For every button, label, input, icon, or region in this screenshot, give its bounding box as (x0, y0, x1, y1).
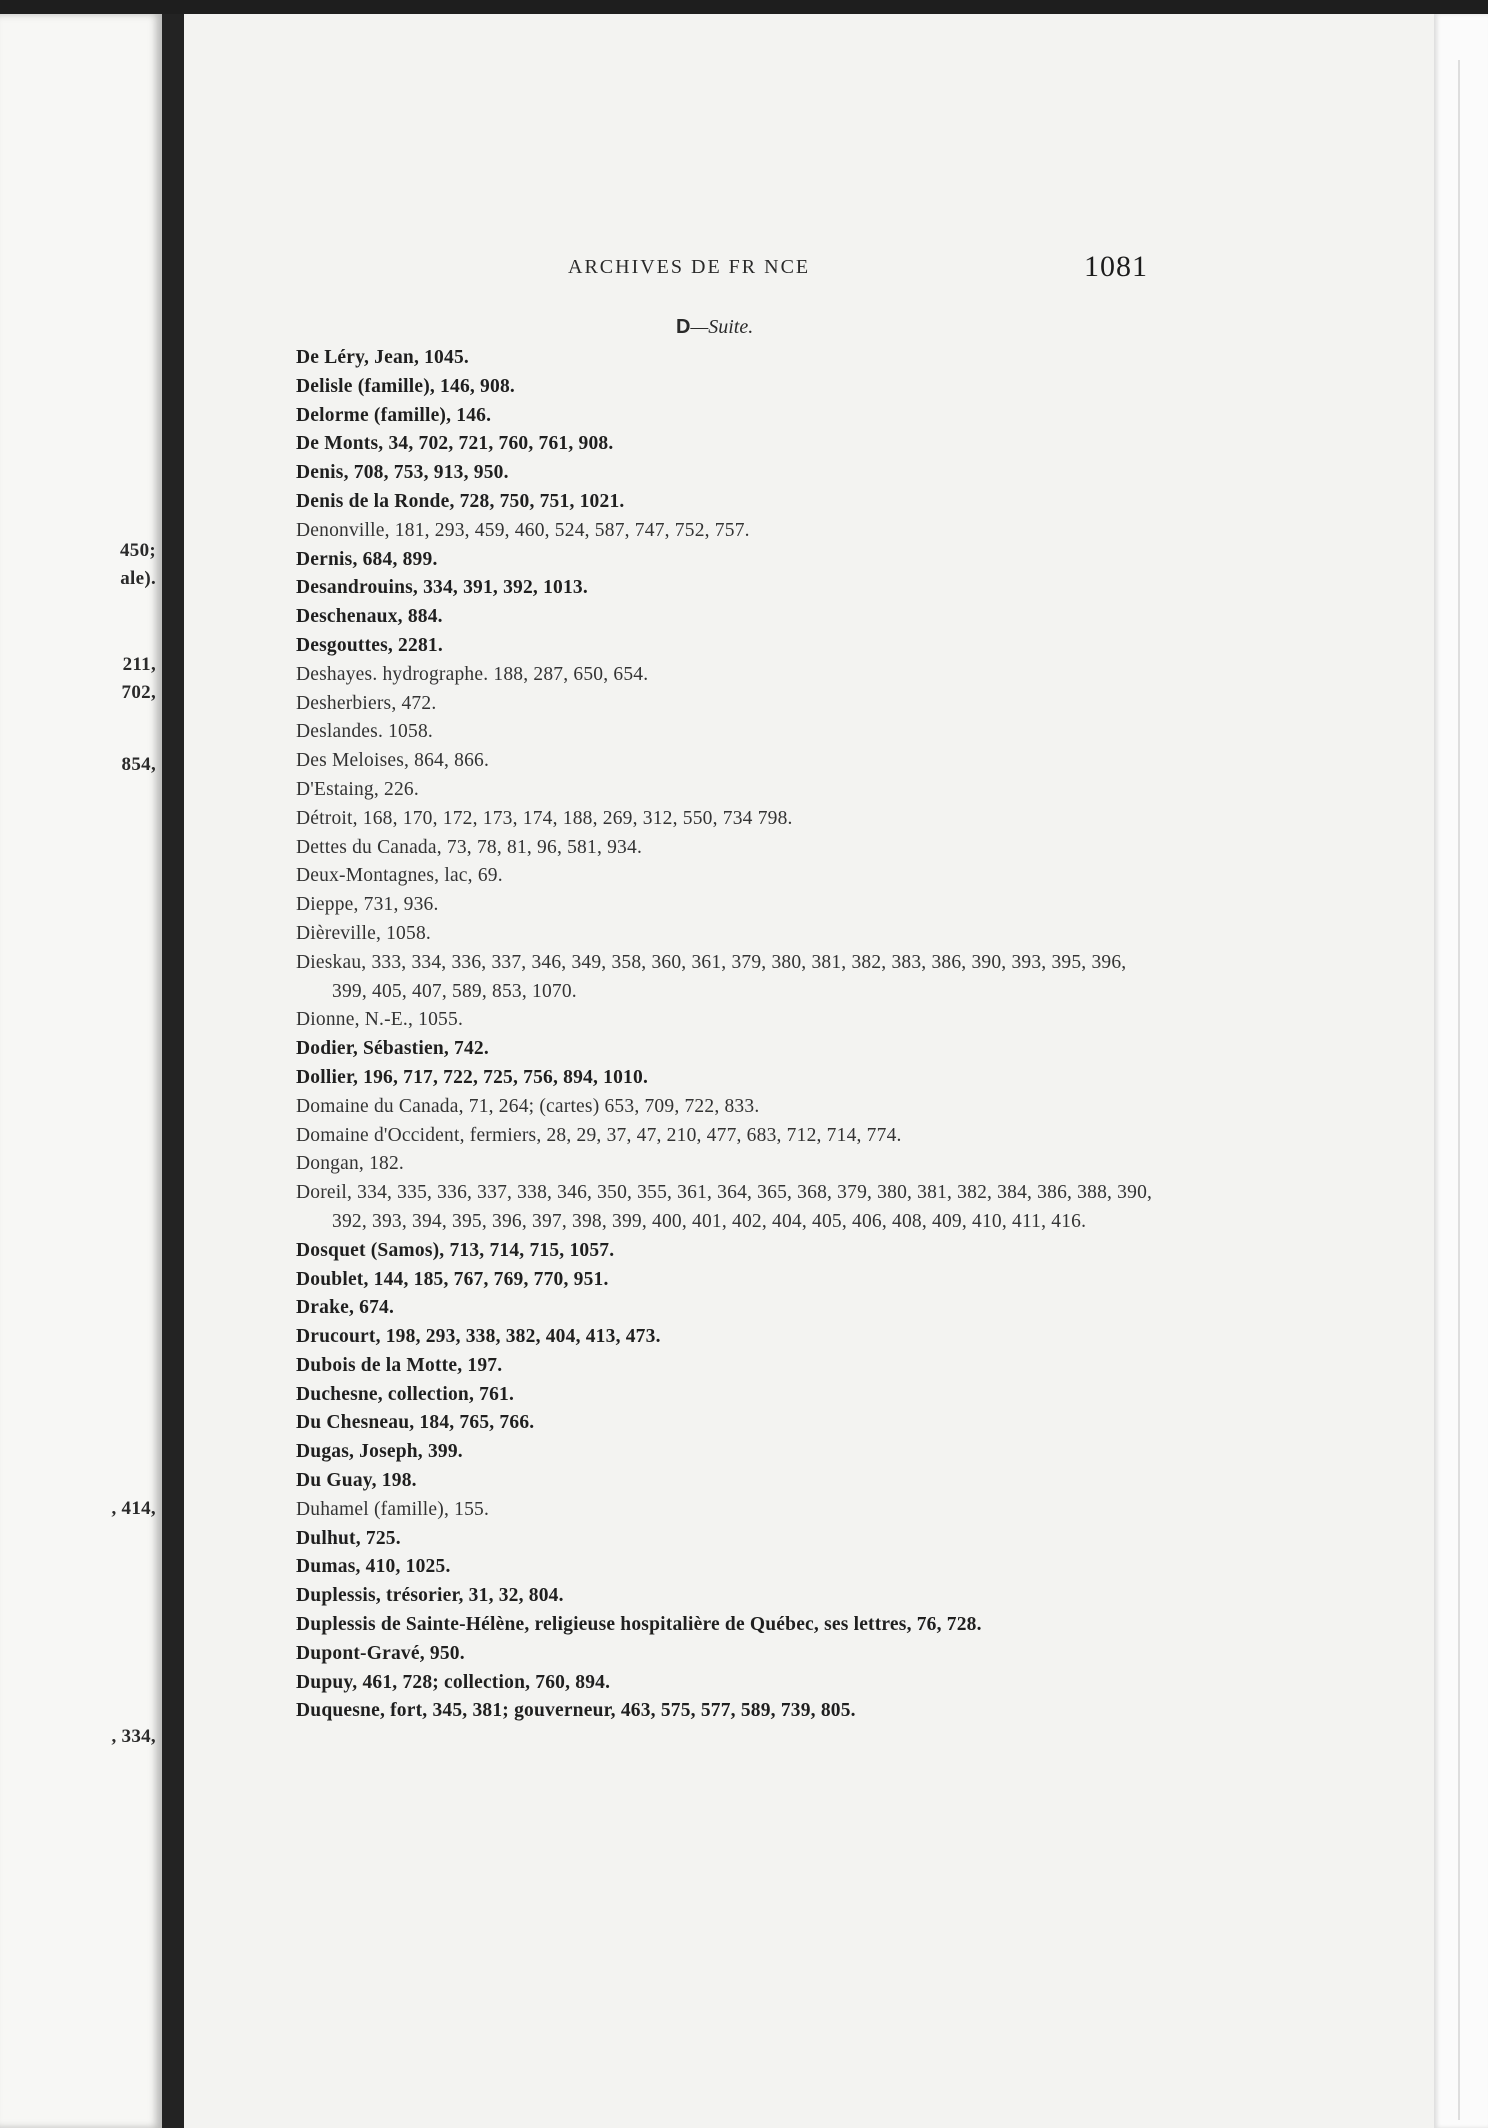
index-entry: Duplessis de Sainte-Hélène, religieuse hospitalière de Québec, ses lettres, 76, 728. (296, 1614, 982, 1636)
left-page-fragment: 702, (121, 682, 156, 703)
index-entry: Domaine d'Occident, fermiers, 28, 29, 37, 47, 210, 477, 683, 712, 714, 774. (296, 1124, 902, 1146)
index-entry: Deshayes. hydrographe. 188, 287, 650, 654. (296, 663, 649, 685)
index-entry: Duchesne, collection, 761. (296, 1383, 515, 1405)
film-frame-top (0, 0, 1488, 14)
index-entry: Détroit, 168, 170, 172, 173, 174, 188, 269, 312, 550, 734 798. (296, 807, 793, 829)
index-entry: Delisle (famille), 146, 908. (296, 375, 515, 397)
index-entry: Desherbiers, 472. (296, 692, 437, 714)
index-entry: Du Chesneau, 184, 765, 766. (296, 1412, 535, 1434)
index-entry: Dettes du Canada, 73, 78, 81, 96, 581, 934. (296, 836, 643, 858)
index-entry-list (296, 344, 1156, 1726)
index-entry: Doreil, 334, 335, 336, 337, 338, 346, 350, 355, 361, 364, 365, 368, 379, 380, 381, 382, 384, 386, 388, 390, 392, 393, 394, 395, 396, 397, 398, 399, 400, 401, 402, 404, 405, 406, 408, 409, 410, 411, 416. (296, 1182, 1153, 1232)
index-entry: Drake, 674. (296, 1297, 395, 1319)
index-entry: Deux-Montagnes, lac, 69. (296, 865, 503, 887)
index-entry: Doublet, 144, 185, 767, 769, 770, 951. (296, 1268, 609, 1290)
left-page-fragment: , 414, (111, 1498, 156, 1519)
index-entry: Dulhut, 725. (296, 1527, 401, 1549)
index-entry: Deslandes. 1058. (296, 721, 433, 743)
facing-page-left (0, 14, 162, 2128)
index-entry: Dosquet (Samos), 713, 714, 715, 1057. (296, 1239, 615, 1261)
index-entry: Delorme (famille), 146. (296, 404, 492, 426)
index-entry: Dupont-Gravé, 950. (296, 1642, 465, 1664)
index-entry: Denonville, 181, 293, 459, 460, 524, 587, 747, 752, 757. (296, 519, 750, 541)
index-entry: Dionne, N.-E., 1055. (296, 1009, 464, 1031)
index-entry: Domaine du Canada, 71, 264; (cartes) 653, 709, 722, 833. (296, 1095, 760, 1117)
page-right-edge (1434, 14, 1488, 2128)
index-entry: Dongan, 182. (296, 1153, 405, 1175)
section-heading (676, 316, 753, 339)
page-number: 1081 (1084, 250, 1148, 283)
index-entry: Duplessis, trésorier, 31, 32, 804. (296, 1585, 564, 1607)
index-entry: Des Meloises, 864, 866. (296, 750, 490, 772)
index-entry: Dupuy, 461, 728; collection, 760, 894. (296, 1671, 611, 1693)
index-entry: Dodier, Sébastien, 742. (296, 1038, 489, 1060)
index-entry: Dubois de la Motte, 197. (296, 1354, 503, 1376)
left-page-fragment: ale). (120, 568, 156, 589)
left-page-fragment: 211, (122, 654, 156, 675)
left-page-fragment: 854, (121, 754, 156, 775)
index-entry: Drucourt, 198, 293, 338, 382, 404, 413, 473. (296, 1326, 661, 1348)
index-entry: Denis, 708, 753, 913, 950. (296, 462, 509, 484)
page-gutter (162, 14, 184, 2128)
running-head: ARCHIVES DE FR NCE (568, 256, 811, 278)
index-entry: De Monts, 34, 702, 721, 760, 761, 908. (296, 433, 614, 455)
index-entry: Duhamel (famille), 155. (296, 1498, 490, 1520)
index-entry: Dugas, Joseph, 399. (296, 1441, 463, 1463)
index-entry: Dernis, 684, 899. (296, 548, 438, 570)
index-entry: Dièreville, 1058. (296, 922, 431, 944)
left-page-fragment: 450; (119, 540, 156, 561)
index-entry: Du Guay, 198. (296, 1470, 417, 1492)
index-entry: Denis de la Ronde, 728, 750, 751, 1021. (296, 490, 625, 512)
section-suffix: —Suite. (690, 316, 754, 338)
index-entry: Dieskau, 333, 334, 336, 337, 346, 349, 358, 360, 361, 379, 380, 381, 382, 383, 386, 390, 393, 395, 396, 399, 405, 407, 589, 853, 1070. (296, 951, 1127, 1002)
left-page-fragment: , 334, (111, 1726, 156, 1747)
index-entry: Desandrouins, 334, 391, 392, 1013. (296, 577, 588, 599)
index-entry: Duquesne, fort, 345, 381; gouverneur, 463, 575, 577, 589, 739, 805. (296, 1700, 856, 1722)
index-entry: De Léry, Jean, 1045. (296, 347, 469, 368)
index-entry: Dumas, 410, 1025. (296, 1556, 451, 1578)
index-entry: Dieppe, 731, 936. (296, 894, 439, 916)
section-letter: D (676, 316, 691, 338)
index-entry: D'Estaing, 226. (296, 778, 419, 800)
page-edge-line (1458, 60, 1460, 2120)
index-entry: Desgouttes, 2281. (296, 634, 443, 656)
index-entry: Dollier, 196, 717, 722, 725, 756, 894, 1010. (296, 1066, 649, 1088)
index-entry: Deschenaux, 884. (296, 606, 443, 628)
